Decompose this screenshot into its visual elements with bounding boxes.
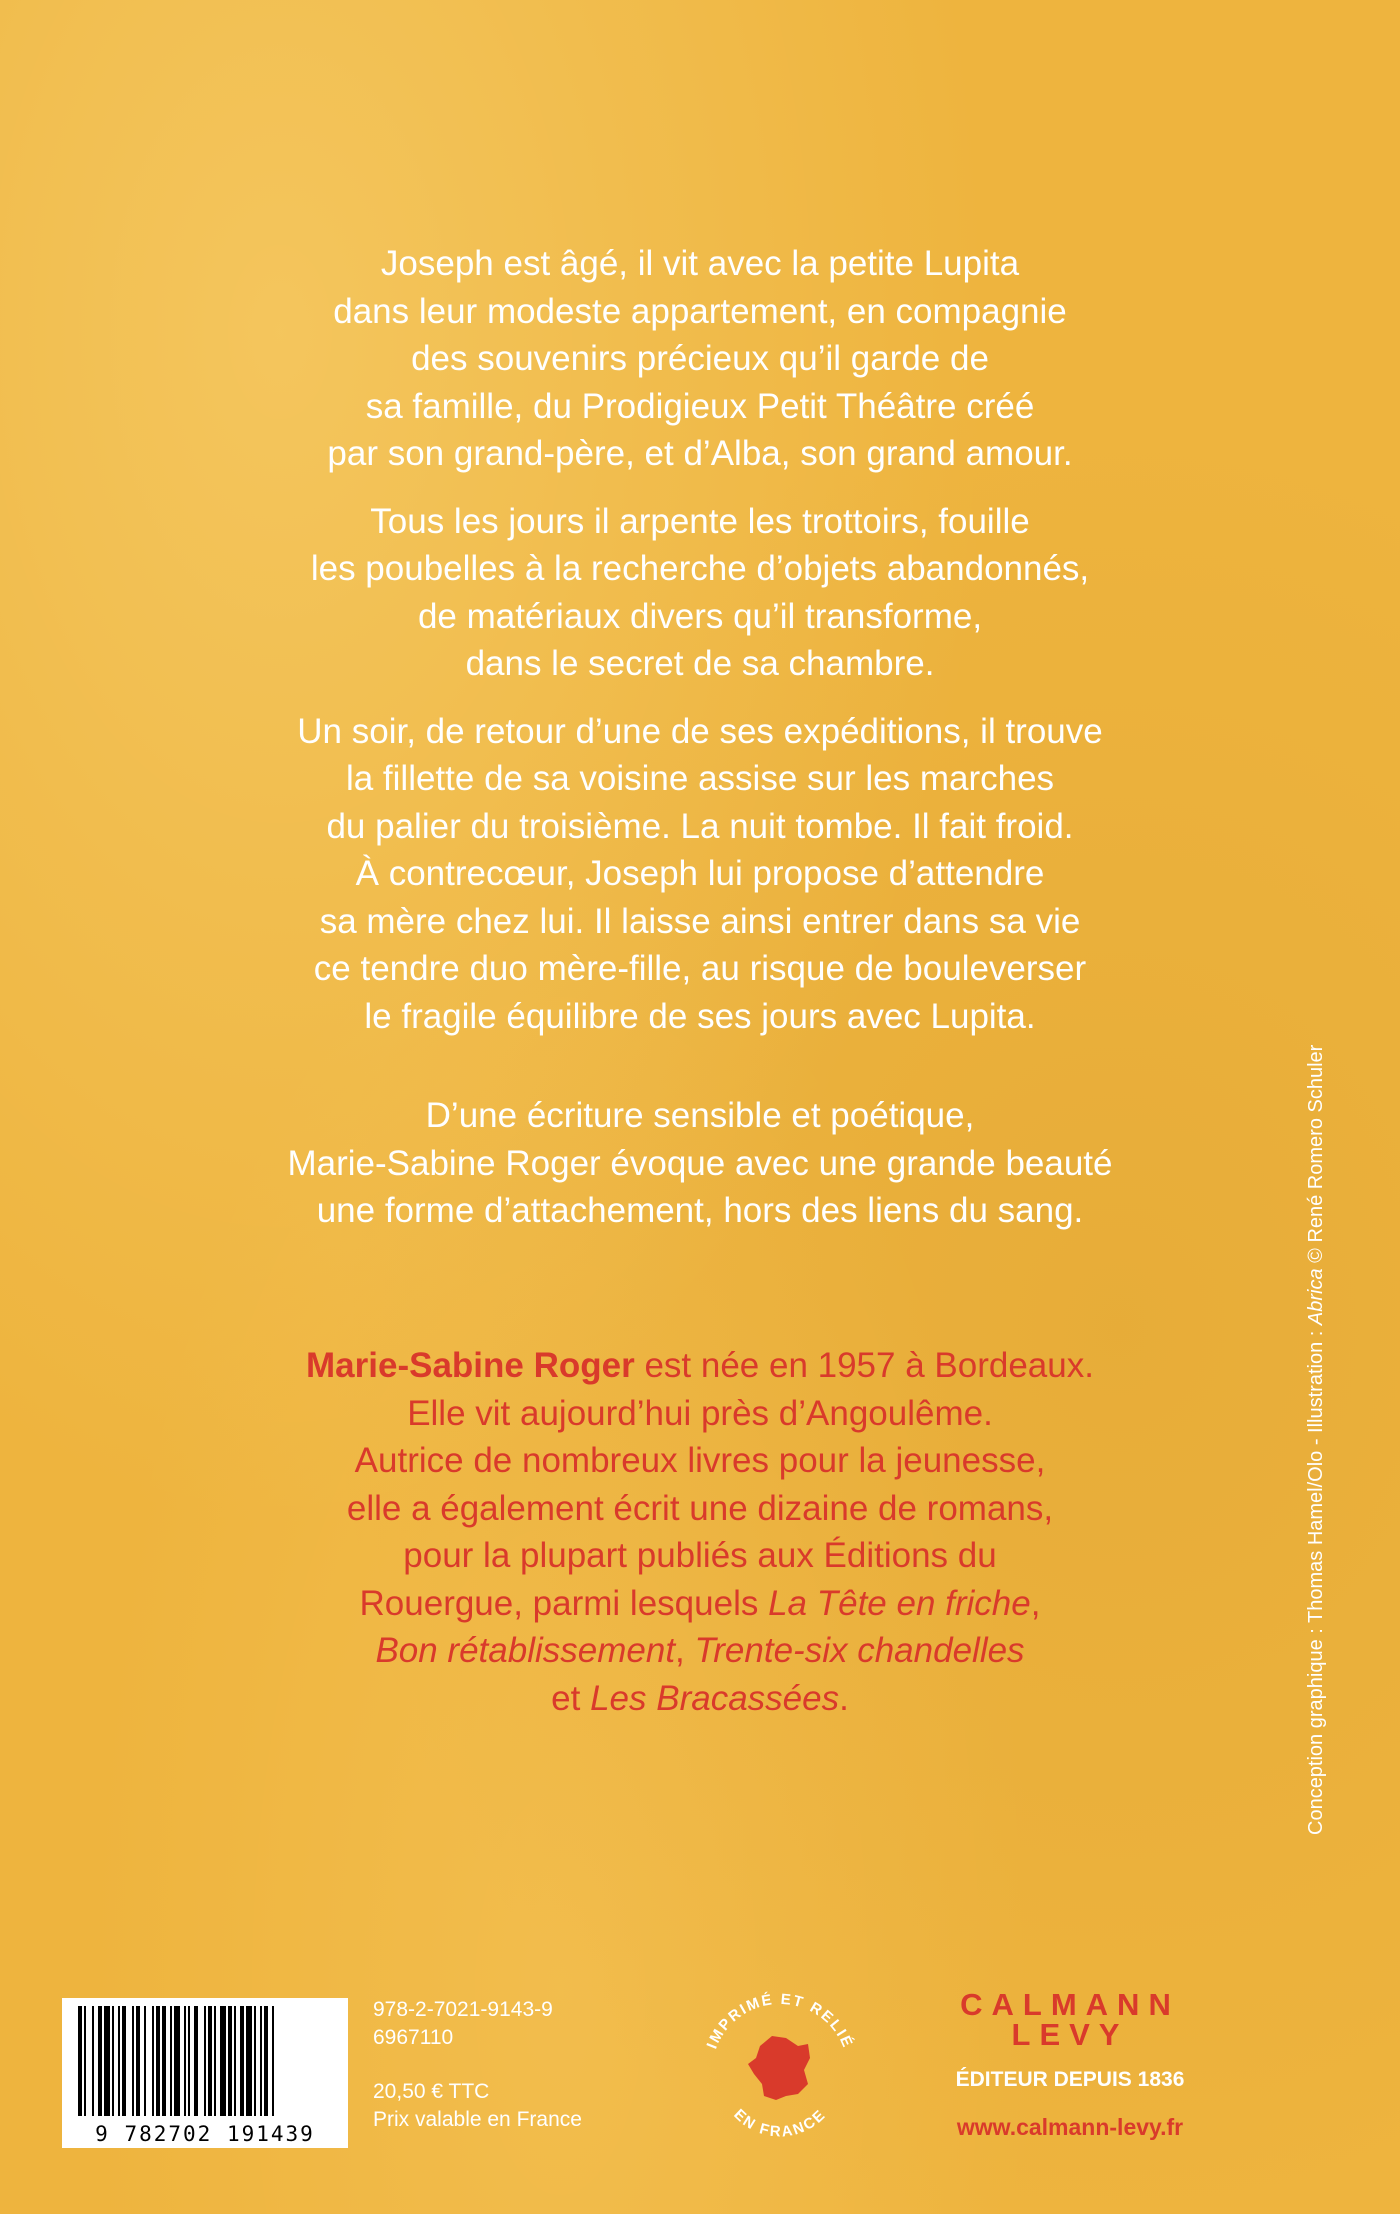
barcode-bar	[84, 2006, 86, 2116]
barcode-digits: 9 782702 191439	[95, 2122, 315, 2146]
credits-text: Conception graphique : Thomas Hamel/Olo - Illustration :	[1305, 1325, 1327, 1835]
publisher-tagline: ÉDITEUR DEPUIS 1836	[955, 2068, 1185, 2091]
barcode-bar	[188, 2006, 190, 2116]
blurb-line: du palier du troisième. La nuit tombe. Il fait froid.	[326, 806, 1074, 846]
bio-text: Rouergue, parmi lesquels	[359, 1583, 769, 1623]
svg-text:EN FRANCE: EN FRANCE	[730, 2105, 830, 2141]
barcode-bar	[162, 2006, 166, 2116]
barcode-bar	[118, 2006, 120, 2116]
publisher-name-line: CALMANN	[960, 1987, 1180, 2022]
printed-in-france-seal	[690, 1980, 870, 2150]
barcode-bar	[92, 2006, 94, 2116]
blurb-line: D’une écriture sensible et poétique,	[425, 1096, 975, 1135]
barcode-bar	[272, 2006, 274, 2116]
bio-line	[150, 1580, 1250, 1628]
barcode-bar	[104, 2006, 110, 2116]
barcode-bar	[220, 2006, 226, 2116]
barcode-bar	[144, 2006, 146, 2116]
book-title: Les Bracassées	[590, 1678, 840, 1718]
blurb-line: la fillette de sa voisine assise sur les marches	[345, 759, 1055, 798]
blurb-paragraph-1	[140, 240, 1260, 478]
blurb-line: le fragile équilibre de ses jours avec Lupita.	[364, 996, 1036, 1036]
bio-text: .	[839, 1678, 849, 1718]
blurb	[140, 240, 1260, 1255]
barcode-bar	[98, 2006, 102, 2116]
blurb-line: dans le secret de sa chambre.	[465, 644, 935, 683]
bio-line: Autrice de nombreux livres pour la jeunesse,	[354, 1441, 1046, 1480]
svg-text:IMPRIMÉ ET RELIÉ: IMPRIMÉ ET RELIÉ	[703, 1990, 857, 2052]
isbn-price-block	[373, 1996, 582, 2134]
bio-text: est née en 1957 à Bordeaux.	[634, 1346, 1094, 1385]
publisher-name-line: LEVY	[1011, 2017, 1129, 2052]
publisher-url: www.calmann-levy.fr	[956, 2114, 1184, 2140]
cover-credits	[1305, 1045, 1328, 1835]
blurb-line: les poubelles à la recherche d’objets abandonnés,	[310, 549, 1090, 588]
bio-text: ,	[1030, 1583, 1041, 1623]
product-code: 6967110	[373, 2026, 454, 2049]
barcode-bar	[228, 2006, 232, 2116]
isbn-number: 978-2-7021-9143-9	[373, 1998, 553, 2021]
book-title: Trente-six chandelles	[694, 1631, 1025, 1670]
barcode-bar	[204, 2006, 206, 2116]
book-title: Bon rétablissement	[375, 1631, 676, 1670]
barcode-bar	[246, 2006, 252, 2116]
blurb-line: une forme d’attachement, hors des liens du sang.	[316, 1191, 1084, 1230]
barcode-bar	[260, 2006, 262, 2116]
barcode-bar	[152, 2006, 154, 2116]
credits-text: © René Romero Schuler	[1305, 1044, 1327, 1269]
barcode-bar	[214, 2006, 216, 2116]
author-bio	[150, 1342, 1250, 1722]
barcode-bar	[112, 2006, 114, 2116]
blurb-line: des souvenirs précieux qu’il garde de	[411, 339, 989, 378]
barcode-bar	[170, 2006, 172, 2116]
blurb-line: par son grand-père, et d’Alba, son grand amour.	[327, 434, 1073, 473]
barcode-bar	[132, 2006, 134, 2116]
barcode-bar	[240, 2006, 244, 2116]
barcode-bar	[78, 2006, 82, 2116]
blurb-line: sa famille, du Prodigieux Petit Théâtre créé	[365, 386, 1035, 426]
blurb-line: de matériaux divers qu’il transforme,	[417, 596, 983, 636]
barcode-bar	[174, 2006, 180, 2116]
bio-line: pour la plupart publiés aux Éditions du	[403, 1536, 997, 1575]
barcode-bar	[122, 2006, 126, 2116]
barcode-bar	[156, 2006, 160, 2116]
bio-line	[150, 1675, 1250, 1723]
blurb-line: À contrecœur, Joseph lui propose d’attendre	[355, 854, 1045, 893]
blurb-line: dans leur modeste appartement, en compagnie	[333, 291, 1067, 331]
blurb-paragraph-4	[140, 1092, 1260, 1235]
publisher-logo	[905, 1987, 1235, 2052]
barcode-bar	[254, 2006, 256, 2116]
blurb-line: Marie-Sabine Roger évoque avec une grande beauté	[287, 1143, 1113, 1183]
barcode-bars	[62, 1998, 348, 2120]
artwork-title: Abrica	[1305, 1268, 1327, 1326]
book-title: La Tête en friche	[768, 1583, 1031, 1623]
france-map-icon	[690, 1980, 870, 2150]
barcode-bar	[194, 2006, 198, 2116]
bio-text: et	[551, 1678, 591, 1718]
bio-line: Elle vit aujourd’hui près d’Angoulême.	[407, 1393, 993, 1433]
blurb-line: Joseph est âgé, il vit avec la petite Lupita	[380, 244, 1020, 283]
price: 20,50 € TTC	[373, 2080, 490, 2103]
author-name: Marie-Sabine Roger	[306, 1346, 635, 1385]
bio-line	[150, 1627, 1250, 1675]
bio-line	[150, 1342, 1250, 1390]
barcode-bar	[136, 2006, 140, 2116]
bio-line: elle a également écrit une dizaine de romans,	[346, 1488, 1054, 1528]
blurb-line: Un soir, de retour d’une de ses expéditions, il trouve	[297, 711, 1103, 751]
blurb-line: sa mère chez lui. Il laisse ainsi entrer dans sa vie	[319, 901, 1081, 941]
barcode-bar	[234, 2006, 236, 2116]
publisher-block	[905, 1987, 1235, 2141]
blurb-paragraph-2	[140, 498, 1260, 688]
barcode	[62, 1998, 348, 2148]
barcode-bar	[264, 2006, 268, 2116]
price-note: Prix valable en France	[373, 2108, 582, 2131]
blurb-line: ce tendre duo mère-fille, au risque de bouleverser	[313, 949, 1087, 988]
barcode-bar	[208, 2006, 212, 2116]
bio-text: ,	[675, 1631, 695, 1670]
blurb-line: Tous les jours il arpente les trottoirs, fouille	[370, 501, 1030, 541]
barcode-bar	[184, 2006, 186, 2116]
blurb-paragraph-3	[140, 708, 1260, 1041]
